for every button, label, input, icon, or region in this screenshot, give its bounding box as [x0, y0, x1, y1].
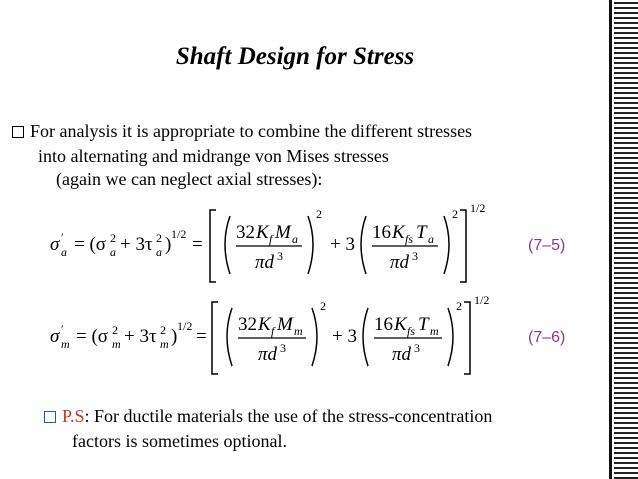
svg-text:a: a [428, 232, 434, 246]
bullet-1-line-2: into alternating and midrange von Mises stresses [38, 146, 389, 166]
svg-text:K: K [256, 222, 269, 243]
svg-text:): ) [165, 234, 172, 255]
ps-label: P.S [62, 406, 85, 426]
svg-text:): ) [171, 326, 178, 347]
svg-text:a: a [156, 245, 162, 259]
svg-text:+ 3: + 3 [330, 234, 355, 255]
svg-text:16: 16 [374, 314, 393, 335]
svg-text:2: 2 [456, 299, 462, 313]
decorative-pattern [614, 0, 638, 479]
eq1-sigma-sub: a [61, 245, 67, 259]
svg-text:+ 3τ: + 3τ [124, 326, 157, 347]
svg-text:K: K [258, 314, 271, 335]
svg-text:σ: σ [50, 234, 60, 255]
bullet-2-line-1: : For ductile materials the use of the stress-concentration [84, 406, 493, 426]
svg-text:πd: πd [255, 252, 275, 273]
svg-text:σ: σ [50, 326, 60, 347]
equation-7-5 [50, 198, 590, 288]
svg-text:= (σ: = (σ [74, 234, 107, 255]
svg-text:T: T [416, 222, 427, 243]
bullet-2 [44, 405, 492, 427]
svg-text:πd: πd [390, 252, 410, 273]
equation-7-6 [50, 290, 590, 380]
svg-text:πd: πd [258, 344, 278, 365]
svg-text:16: 16 [372, 222, 391, 243]
svg-text:3: 3 [414, 341, 420, 355]
equation-label: (7–6) [528, 329, 566, 346]
svg-text:fs: fs [405, 232, 414, 246]
checkbox-bullet-icon [44, 411, 56, 423]
svg-text:2: 2 [112, 323, 118, 337]
svg-text:1/2: 1/2 [171, 227, 187, 241]
svg-text:2: 2 [316, 207, 322, 221]
svg-text:=: = [196, 326, 207, 347]
svg-text:M: M [275, 222, 291, 243]
svg-text:m: m [160, 337, 169, 351]
svg-text:32: 32 [238, 314, 257, 335]
svg-text:3: 3 [280, 341, 286, 355]
bullet-2-line-2: factors is sometimes optional. [72, 431, 287, 451]
svg-text:′: ′ [61, 230, 64, 244]
svg-text:2: 2 [156, 231, 162, 245]
svg-text:2: 2 [320, 299, 326, 313]
svg-text:2: 2 [452, 207, 458, 221]
svg-text:a: a [292, 232, 298, 246]
svg-text:K: K [394, 314, 407, 335]
svg-text:M: M [277, 314, 293, 335]
svg-text:+ 3: + 3 [332, 326, 357, 347]
svg-text:3: 3 [277, 249, 283, 263]
svg-text:m: m [61, 337, 70, 351]
bullet-1-line-3: (again we can neglect axial stresses): [56, 169, 323, 189]
svg-text:f: f [269, 232, 273, 246]
svg-text:1/2: 1/2 [177, 319, 193, 333]
svg-text:m: m [112, 337, 121, 351]
svg-text:a: a [110, 245, 116, 259]
svg-text:fs: fs [407, 324, 416, 338]
svg-text:1/2: 1/2 [470, 201, 486, 215]
svg-text:T: T [418, 314, 429, 335]
bullet-1-line-1: For analysis it is appropriate to combine the different stresses [30, 121, 473, 141]
svg-text:2: 2 [110, 231, 116, 245]
svg-text:2: 2 [160, 323, 166, 337]
svg-text:f: f [271, 324, 275, 338]
svg-text:=: = [192, 234, 203, 255]
bullet-1 [12, 120, 472, 142]
svg-text:1/2: 1/2 [474, 293, 490, 307]
svg-text:= (σ: = (σ [76, 326, 109, 347]
svg-text:m: m [430, 324, 439, 338]
slide-title: Shaft Design for Stress [175, 43, 415, 70]
svg-text:πd: πd [392, 344, 412, 365]
equation-label: (7–5) [528, 237, 566, 254]
svg-text:m: m [294, 324, 303, 338]
svg-text:′: ′ [61, 322, 64, 336]
decorative-border [609, 0, 612, 479]
svg-text:32: 32 [236, 222, 255, 243]
svg-text:3: 3 [412, 249, 418, 263]
svg-text:K: K [392, 222, 405, 243]
checkbox-bullet-icon [12, 126, 24, 138]
svg-text:+ 3τ: + 3τ [120, 234, 153, 255]
